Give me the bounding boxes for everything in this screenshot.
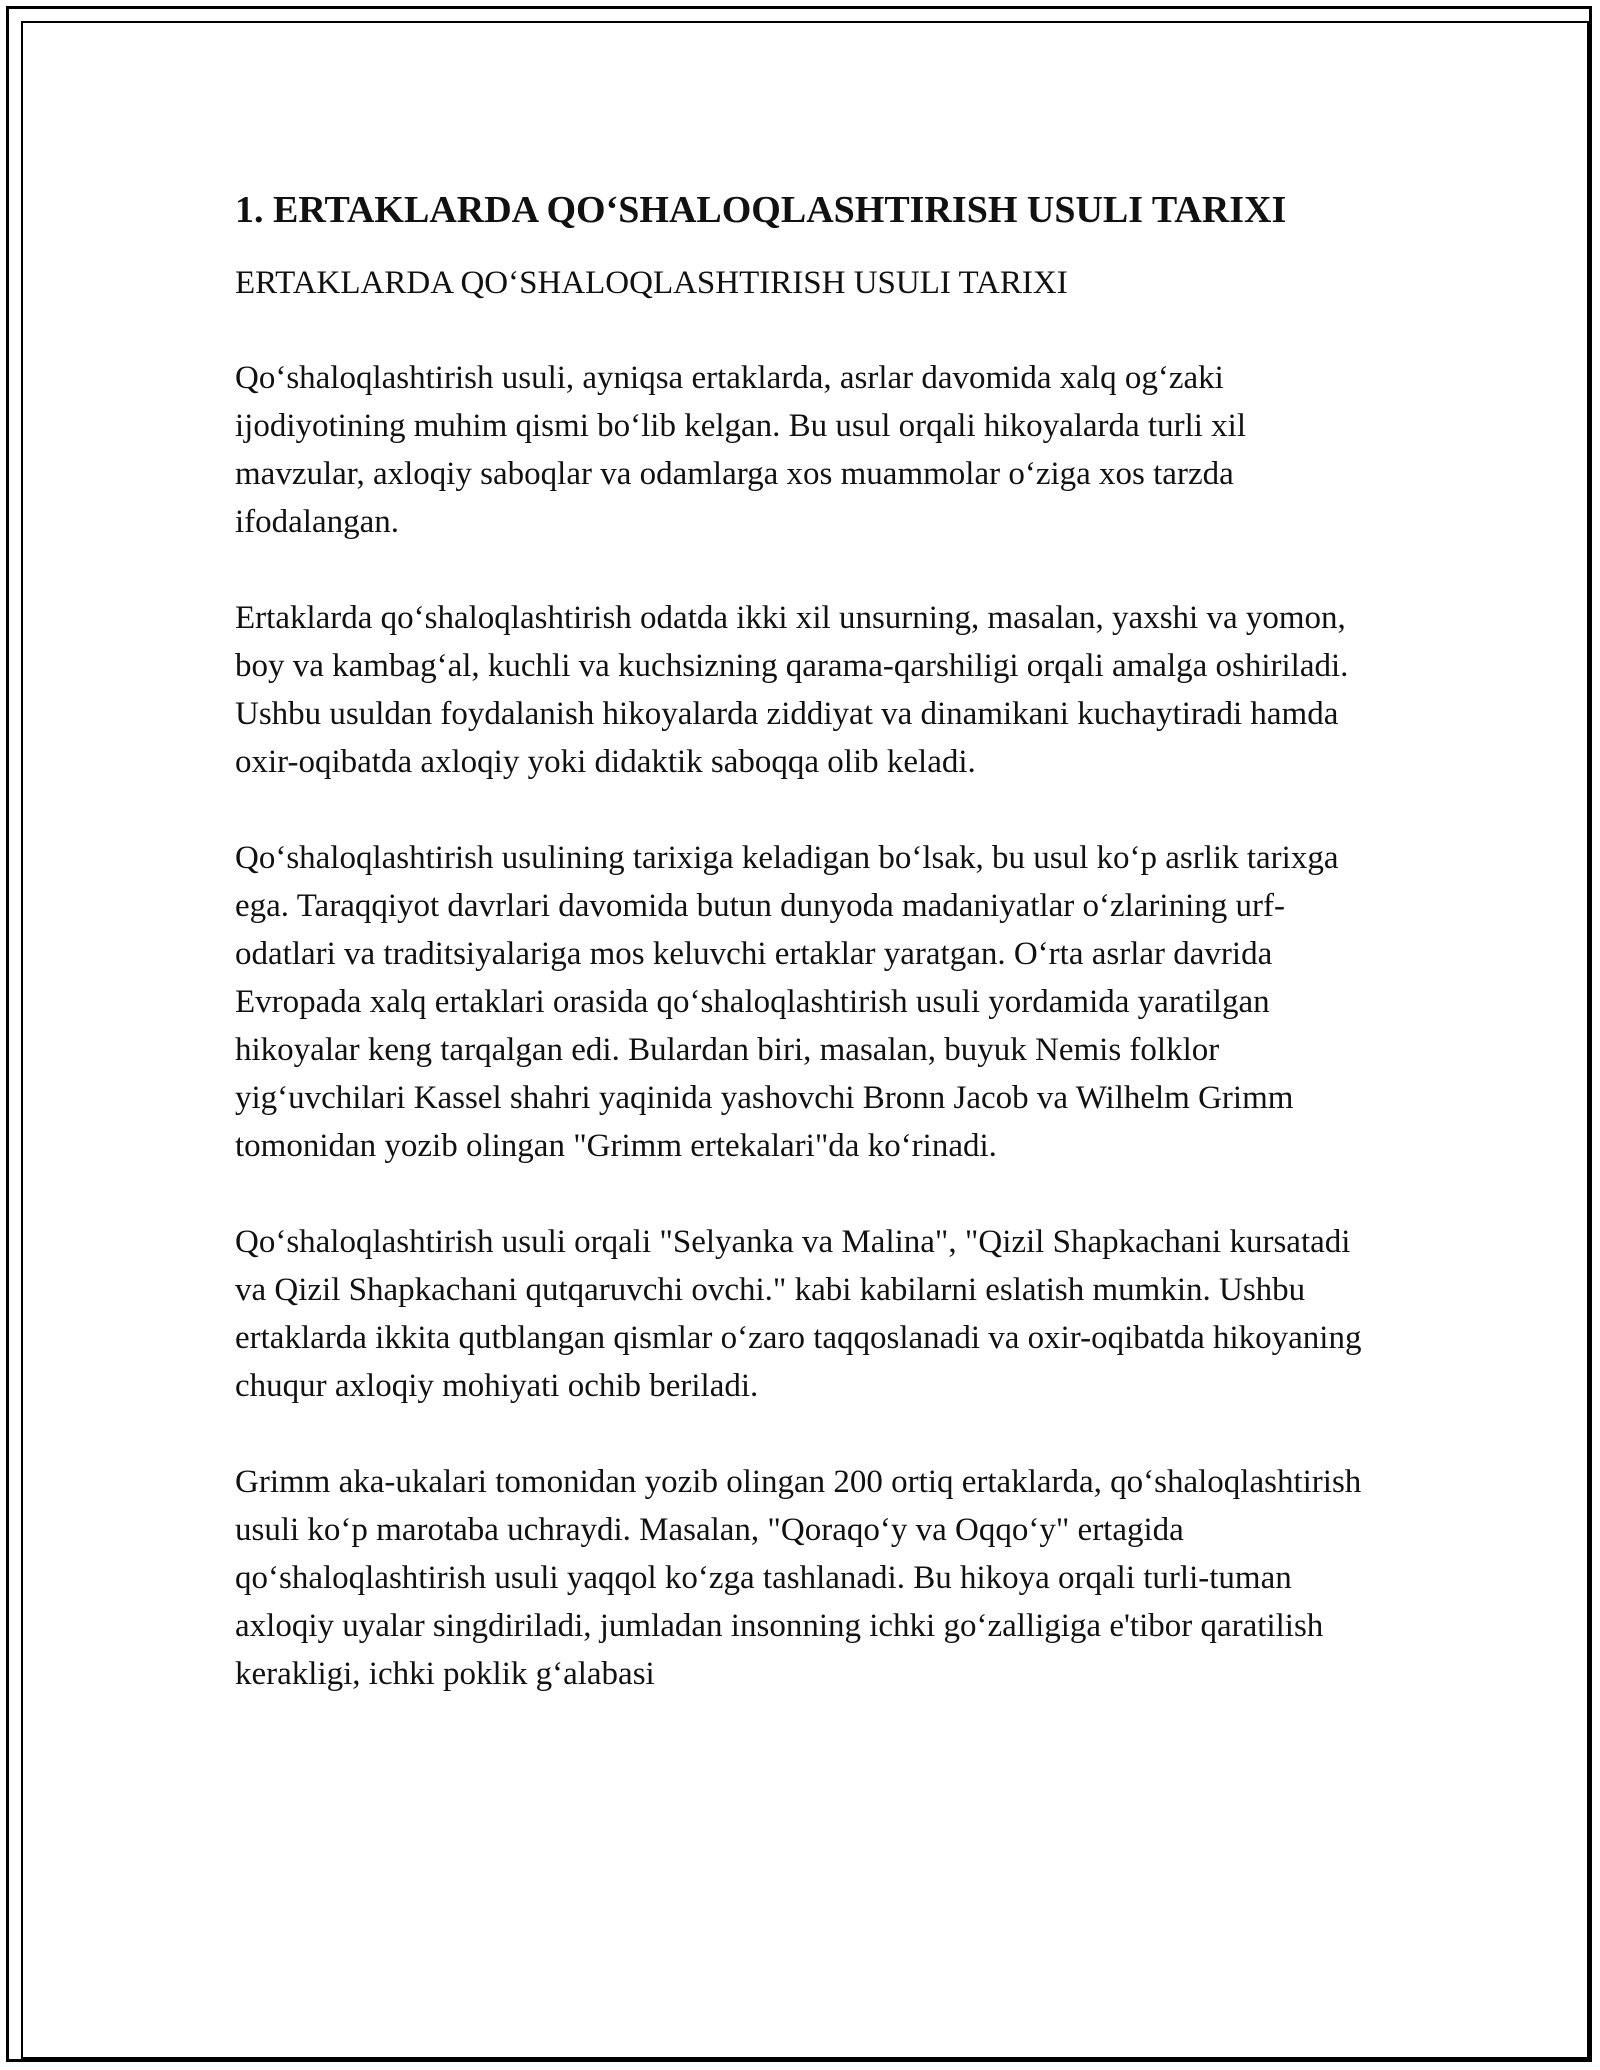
document-body: [235, 183, 1370, 1698]
document-heading: 1. ERTAKLARDA QO‘SHALOQLASHTIRISH USULI TARIXI: [235, 189, 1287, 231]
paragraph-1: Qo‘shaloqlashtirish usuli, ayniqsa ertaklarda, asrlar davomida xalq og‘zaki ijodiyotining muhim qismi bo‘lib kelgan. Bu usul orqali hikoyalarda turli xil mavzular, axloqiy saboqlar va odamlarga xos muammolar o‘ziga xos tarzda ifodalangan.: [235, 360, 1246, 540]
document-subheading: ERTAKLARDA QO‘SHALOQLASHTIRISH USULI TARIXI: [235, 265, 1068, 301]
paragraph-2: Ertaklarda qo‘shaloqlashtirish odatda ikki xil unsurning, masalan, yaxshi va yomon, boy va kambag‘al, kuchli va kuchsizning qarama-qarshiligi orqali amalga oshiriladi. Ushbu usuldan foydalanish hikoyalarda ziddiyat va dinamikani kuchaytiradi hamda oxir-oqibatda axloqiy yoki didaktik saboqqa olib keladi.: [235, 600, 1349, 780]
paragraph-5: Grimm aka-ukalari tomonidan yozib olingan 200 ortiq ertaklarda, qo‘shaloqlashtirish usuli ko‘p marotaba uchraydi. Masalan, "Qoraqo‘y va Oqqo‘y" ertagida qo‘shaloqlashtirish usuli yaqqol ko‘zga tashlanadi. Bu hikoya orqali turli-tuman axloqiy uyalar singdiriladi, jumladan insonning ichki go‘zalligiga e'tibor qaratilish kerakligi, ichki poklik g‘alabasi: [235, 1464, 1362, 1692]
paragraph-4: Qo‘shaloqlashtirish usuli orqali "Selyanka va Malina", "Qizil Shapkachani kursatadi va Qizil Shapkachani qutqaruvchi ovchi." kabi kabilarni eslatish mumkin. Ushbu ertaklarda ikkita qutblangan qismlar o‘zaro taqqoslanadi va oxir-oqibatda hikoyaning chuqur axloqiy mohiyati ochib beriladi.: [235, 1224, 1362, 1404]
paragraph-3: Qo‘shaloqlashtirish usulining tarixiga keladigan bo‘lsak, bu usul ko‘p asrlik tarixga ega. Taraqqiyot davrlari davomida butun dunyoda madaniyatlar o‘zlarining urf-odatlari va traditsiyalariga mos keluvchi ertaklar yaratgan. O‘rta asrlar davrida Evropada xalq ertaklari orasida qo‘shaloqlashtirish usuli yordamida yaratilgan hikoyalar keng tarqalgan edi. Bulardan biri, masalan, buyuk Nemis folklor yig‘uvchilari Kassel shahri yaqinida yashovchi Bronn Jacob va Wilhelm Grimm tomonidan yozib olingan "Grimm ertekalari"da ko‘rinadi.: [235, 840, 1339, 1164]
